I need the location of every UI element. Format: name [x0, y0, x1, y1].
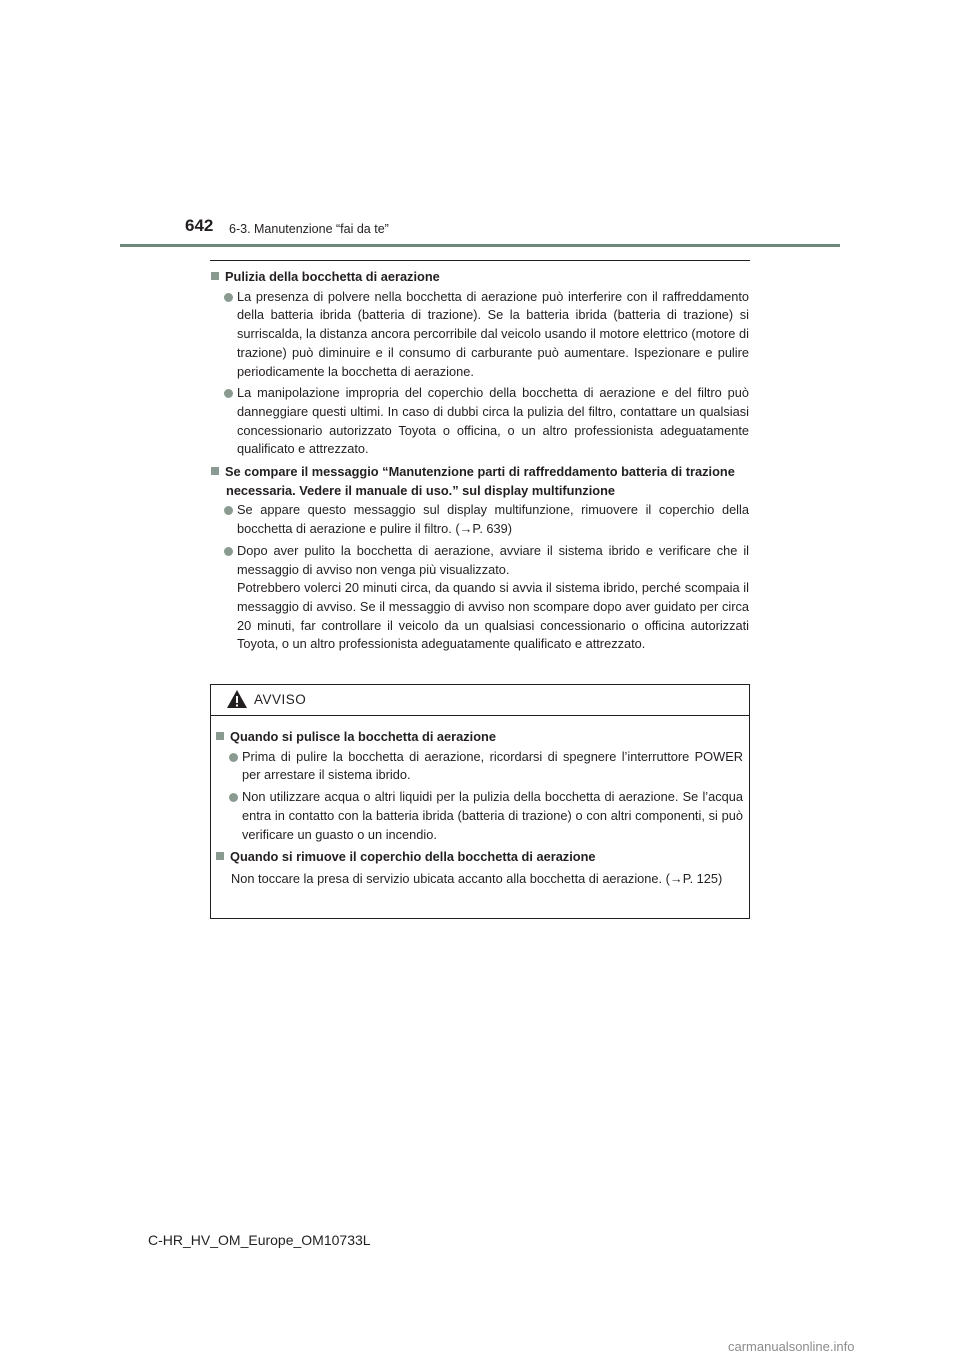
square-bullet-icon — [211, 272, 219, 280]
section-heading-text: Pulizia della bocchetta di aerazione — [225, 269, 440, 284]
list-item — [211, 501, 749, 538]
list-item — [216, 788, 743, 844]
circle-bullet-icon — [229, 793, 238, 802]
warning-heading — [216, 728, 743, 747]
list-item-text: La manipolazione impropria del coperchio della bocchetta di aerazione e del filtro può danneggiare questi ultimi. In caso di dubbi circa la pulizia del filtro, contattare un qualsiasi concessionario autorizzato Toyota o officina, o un altro professionista adeguatamente qualificato e attrezzato. — [237, 385, 749, 457]
list-item-text: La presenza di polvere nella bocchetta di aerazione può interferire con il raffreddamento della batteria ibrida (batteria di trazione). Se la batteria ibrida (batteria di trazione) si surriscalda, la distanza ancora percorribile dal veicolo usando il motore elettrico (motore di trazione) può diminuire e il consumo di carburante può aumentare. Ispezionare e pulire periodicamente la bocchetta di aerazione. — [237, 288, 749, 379]
section-title: 6-3. Manutenzione “fai da te” — [229, 222, 389, 236]
list-item — [216, 748, 743, 785]
circle-bullet-icon — [229, 753, 238, 762]
section-heading-text: Se compare il messaggio “Manutenzione parti di raffreddamento batteria di trazione necessaria. Vedere il manuale di uso.” sul display multifunzione — [225, 464, 735, 498]
warning-label: AVVISO — [254, 692, 307, 707]
warning-heading-text: Quando si pulisce la bocchetta di aerazione — [230, 729, 496, 744]
square-bullet-icon — [216, 732, 224, 740]
main-content — [211, 268, 749, 654]
circle-bullet-icon — [224, 389, 233, 398]
section-heading — [211, 463, 749, 500]
footer-doc-id: C-HR_HV_OM_Europe_OM10733L — [148, 1232, 371, 1248]
warning-heading — [216, 848, 743, 867]
section-heading — [211, 268, 749, 287]
square-bullet-icon — [216, 852, 224, 860]
list-item-text: Prima di pulire la bocchetta di aerazione, ricordarsi di spegnere l’interruttore POWER per arrestare il sistema ibrido. — [242, 748, 743, 783]
circle-bullet-icon — [224, 293, 233, 302]
warning-box — [210, 684, 750, 919]
circle-bullet-icon — [224, 506, 233, 515]
circle-bullet-icon — [224, 547, 233, 556]
warning-body — [211, 716, 749, 889]
list-item-text: Non utilizzare acqua o altri liquidi per la pulizia della bocchetta di aerazione. Se l’acqua entra in contatto con la batteria ibrida (batteria di trazione) o con altri componenti, si può verificare un guasto o un incendio. — [242, 789, 743, 842]
header-rule — [120, 244, 840, 247]
warning-text: Non toccare la presa di servizio ubicata accanto alla bocchetta di aerazione. (→P. 125) — [231, 870, 723, 886]
warning-heading-text: Quando si rimuove il coperchio della bocchetta di aerazione — [230, 849, 596, 865]
list-item — [211, 384, 749, 459]
list-item-text: Dopo aver pulito la bocchetta di aerazione, avviare il sistema ibrido e verificare che il messaggio di avviso non venga più visualizzato. — [237, 542, 749, 577]
warning-header — [211, 685, 749, 716]
page-number: 642 — [185, 216, 214, 235]
list-item — [211, 288, 749, 382]
watermark-link[interactable]: carmanualsonline.info — [728, 1339, 855, 1354]
list-item-text: Se appare questo messaggio sul display multifunzione, rimuovere il coperchio della bocchetta di aerazione e pulire il filtro. (→P. 639) — [237, 502, 749, 537]
warning-triangle-icon — [226, 689, 248, 709]
content-rule — [210, 260, 750, 261]
square-bullet-icon — [211, 467, 219, 475]
list-item — [211, 542, 749, 654]
list-item-continuation: Potrebbero volerci 20 minuti circa, da quando si avvia il sistema ibrido, perché scompaia il messaggio di avviso. Se il messaggio di avviso non scompare dopo aver guidato per circa 20 minuti, far controllare il veicolo da un qualsiasi concessionario o officina autorizzati Toyota, o un altro professionista adeguatamente qualificato e attrezzato. — [237, 580, 749, 652]
